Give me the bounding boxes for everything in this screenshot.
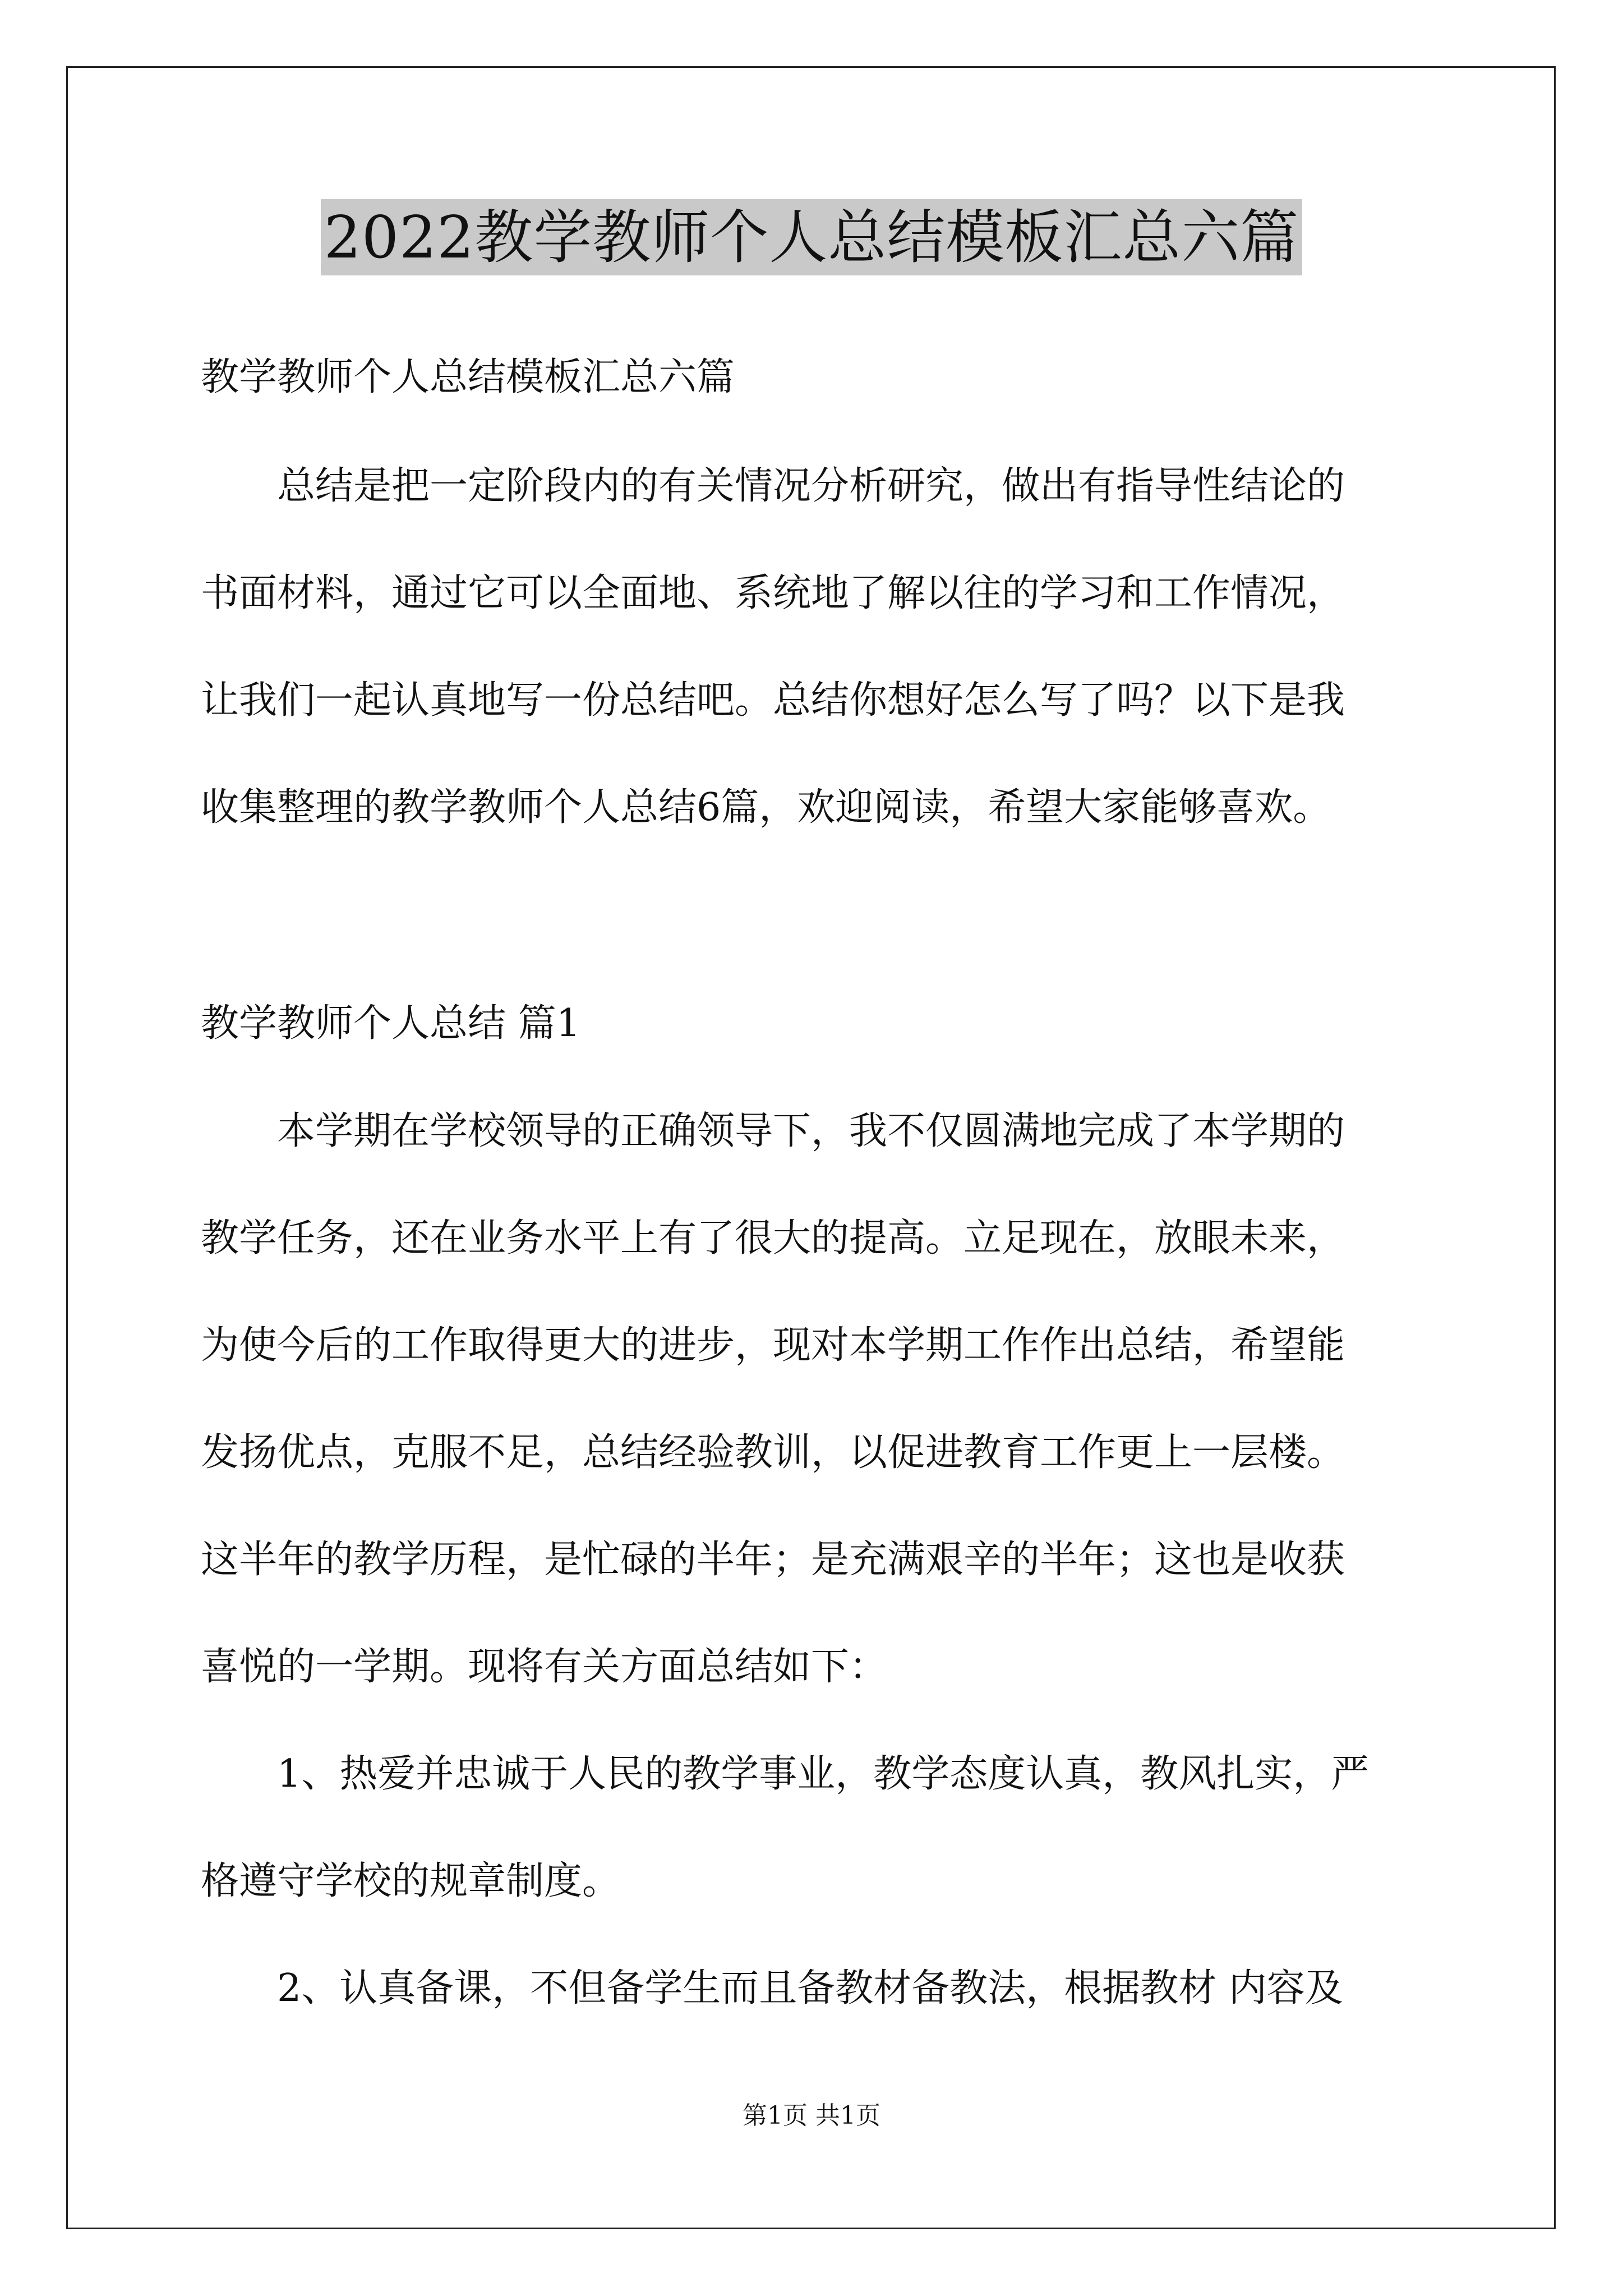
page-footer: 第1页 共1页 xyxy=(743,2101,880,2130)
body-line-4: 发扬优点，克服不足，总结经验教训，以促进教育工作更上一层楼。 xyxy=(201,1430,1345,1475)
body-line-1: 本学期在学校领导的正确领导下，我不仅圆满地完成了本学期的 xyxy=(277,1109,1345,1153)
body-line-2: 教学任务，还在业务水平上有了很大的提高。立足现在，放眼未来， xyxy=(201,1216,1345,1260)
section-heading: 教学教师个人总结 篇1 xyxy=(201,1001,580,1046)
document-title: 2022教学教师个人总结模板汇总六篇 xyxy=(321,199,1303,275)
body-line-5: 这半年的教学历程，是忙碌的半年；是充满艰辛的半年；这也是收获 xyxy=(201,1538,1345,1582)
body-line-7: 1、热爱并忠诚于人民的教学事业，教学态度认真，教风扎实，严 xyxy=(277,1752,1370,1796)
intro-line-4: 收集整理的教学教师个人总结6篇，欢迎阅读，希望大家能够喜欢。 xyxy=(201,785,1331,830)
intro-line-2: 书面材料，通过它可以全面地、系统地了解以往的学习和工作情况， xyxy=(201,571,1345,615)
intro-line-3: 让我们一起认真地写一份总结吧。总结你想好怎么写了吗？以下是我 xyxy=(201,678,1345,723)
intro-line-1: 总结是把一定阶段内的有关情况分析研究，做出有指导性结论的 xyxy=(277,464,1345,508)
body-line-3: 为使今后的工作取得更大的进步，现对本学期工作作出总结，希望能 xyxy=(201,1323,1345,1368)
body-line-8: 格遵守学校的规章制度。 xyxy=(201,1859,621,1903)
body-line-6: 喜悦的一学期。现将有关方面总结如下： xyxy=(201,1645,888,1689)
document-subtitle: 教学教师个人总结模板汇总六篇 xyxy=(201,355,735,399)
body-line-9: 2、认真备课，不但备学生而且备教材备教法，根据教材 内容及 xyxy=(277,1966,1343,2010)
title-container xyxy=(0,199,1623,275)
